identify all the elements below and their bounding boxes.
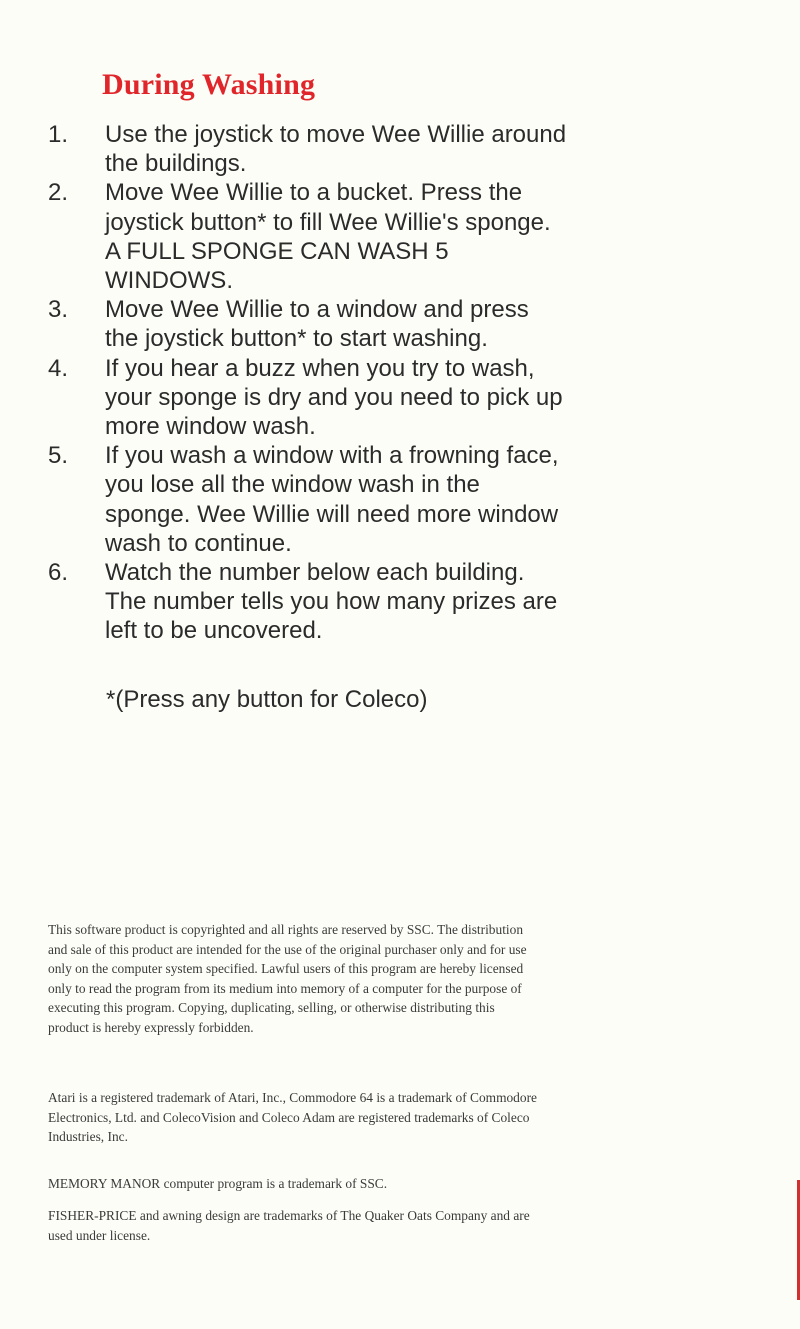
step-text: Move Wee Willie to a bucket. Press the joystick button* to fill Wee Willie's sponge. A FULL SPONGE CAN WASH 5 WINDOWS. — [105, 179, 551, 295]
step-text: Use the joystick to move Wee Willie around the buildings. — [105, 121, 567, 178]
steps-list — [48, 120, 568, 646]
memory-manor-trademark: MEMORY MANOR computer program is a trademark of SSC. — [48, 1176, 388, 1191]
step-number: 1. — [48, 121, 69, 148]
copyright-notice: This software product is copyrighted and all rights are reserved by SSC. The distribution and sale of this product are intended for the use of the original purchaser only and for use only on the computer system specified. Lawful users of this program are hereby licensed only to read the program from its medium into memory of a computer for the purpose of executing this program. Copying, duplicating, selling, or otherwise distributing this product is hereby expressly forbidden. — [48, 922, 527, 1035]
section-heading: During Washing — [102, 68, 316, 101]
step-text: If you wash a window with a frowning face, you lose all the window wash in the sponge. Wee Willie will need more window wash to continue. — [105, 442, 559, 557]
trademark-notice: Atari is a registered trademark of Atari, Inc., Commodore 64 is a trademark of Commodore Electronics, Ltd. and ColecoVision and Coleco Adam are registered trademarks of Coleco Industries, Inc. — [48, 1090, 537, 1145]
step-text: If you hear a buzz when you try to wash, your sponge is dry and you need to pick up more window wash. — [105, 354, 563, 441]
step-item — [48, 295, 568, 353]
step-item — [48, 120, 568, 178]
step-number: 2. — [48, 179, 69, 207]
step-item — [48, 178, 568, 295]
step-text: Move Wee Willie to a window and press the joystick button* to start washing. — [105, 296, 529, 353]
step-number: 5. — [48, 442, 69, 470]
step-item — [48, 558, 568, 646]
coleco-footnote: *(Press any button for Coleco) — [106, 686, 428, 713]
step-item — [48, 354, 568, 442]
step-text: Watch the number below each building. The number tells you how many prizes are left to be uncovered. — [105, 559, 558, 645]
step-number: 6. — [48, 559, 69, 587]
step-item — [48, 441, 568, 558]
step-number: 4. — [48, 354, 69, 382]
fisher-price-trademark: FISHER-PRICE and awning design are trademarks of The Quaker Oats Company and are used under license. — [48, 1208, 530, 1243]
step-number: 3. — [48, 296, 69, 324]
